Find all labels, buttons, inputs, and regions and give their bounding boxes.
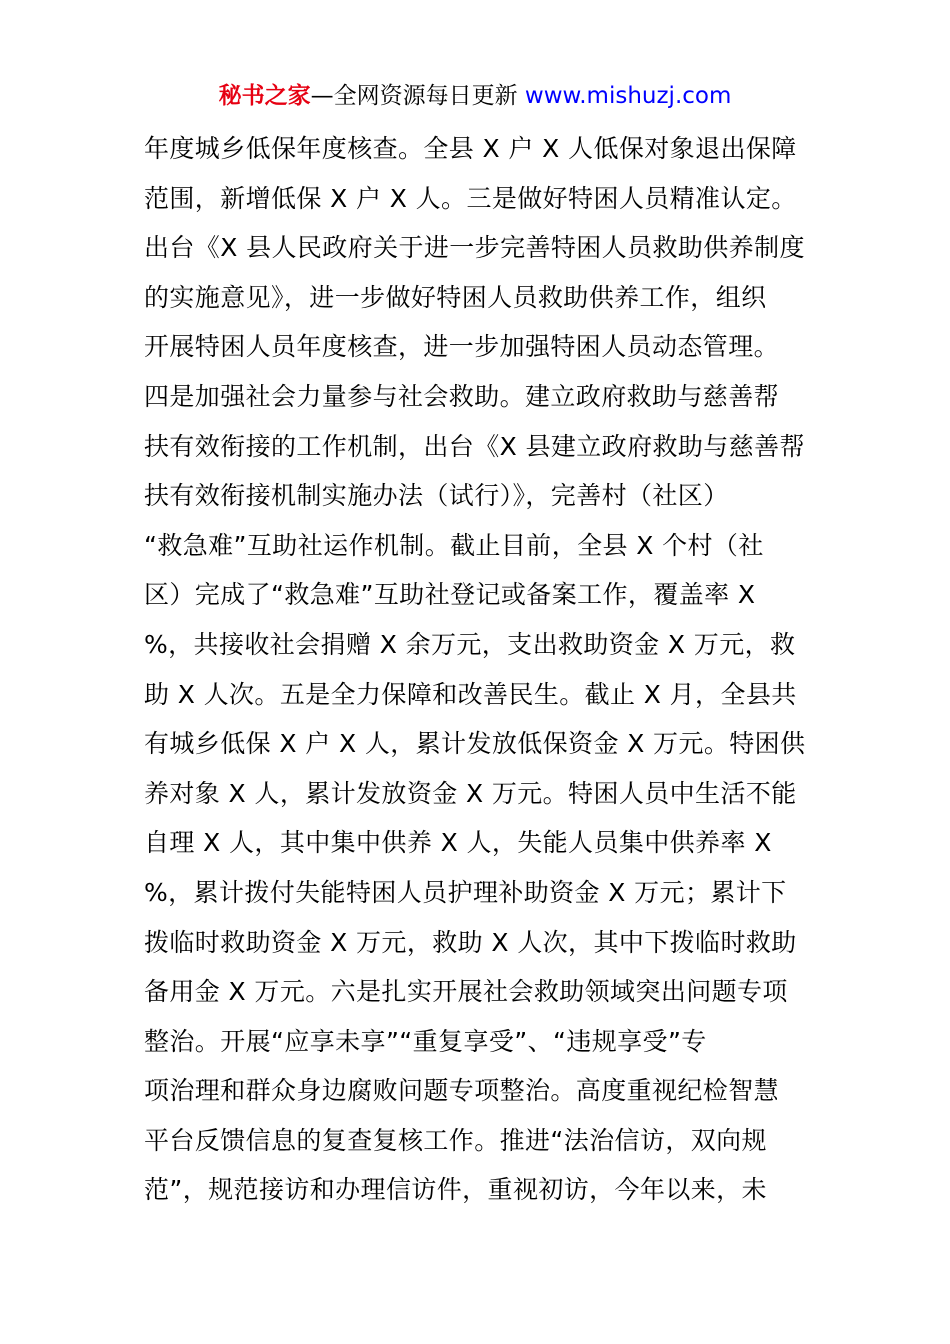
text-line: 范”，规范接访和办理信访件，重视初访，今年以来，未 [144,1175,767,1205]
text-line: 有城乡低保 X 户 X 人，累计发放低保资金 X 万元。特困供 [144,729,806,759]
text-line: 扶有效衔接的工作机制，出台《X 县建立政府救助与慈善帮 [144,431,805,461]
text-line: 出台《X 县人民政府关于进一步完善特困人员救助供养制度 [144,233,805,263]
header-tagline: —全网资源每日更新 [310,83,525,109]
text-line: 整治。开展“应享未享”“重复享受”、“违规享受”专 [144,1026,707,1056]
text-line: 开展特困人员年度核查，进一步加强特困人员动态管理。 [144,332,780,362]
text-line: 扶有效衔接机制实施办法（试行）》，完善村（社区） [144,481,729,511]
document-body [144,124,814,1215]
text-line: %，累计拨付失能特困人员护理补助资金 X 万元；累计下 [144,877,787,907]
page-header [0,78,950,114]
site-url-link[interactable]: www.mishuzj.com [524,83,732,109]
text-line: “救急难”互助社运作机制。截止目前，全县 X 个村（社 [144,530,764,560]
text-line: 平台反馈信息的复查复核工作。推进“法治信访，双向规 [144,1125,767,1155]
text-line: 年度城乡低保年度核查。全县 X 户 X 人低保对象退出保障 [144,134,797,163]
text-line: 四是加强社会力量参与社会救助。建立政府救助与慈善帮 [144,381,780,411]
text-line: 养对象 X 人，累计发放资金 X 万元。特困人员中生活不能 [144,778,797,808]
text-line: 自理 X 人，其中集中供养 X 人，失能人员集中供养率 X [144,828,772,858]
brand-name: 秘书之家 [218,83,311,109]
text-line: 的实施意见》，进一步做好特困人员救助供养工作，组织 [144,282,767,312]
text-line: 项治理和群众身边腐败问题专项整治。高度重视纪检智慧 [144,1076,780,1106]
text-line: 区）完成了“救急难”互助社登记或备案工作，覆盖率 X [144,580,756,610]
text-line: 备用金 X 万元。六是扎实开展社会救助领域突出问题专项 [144,977,788,1007]
text-line: 范围，新增低保 X 户 X 人。三是做好特困人员精准认定。 [144,183,797,213]
text-line: 拨临时救助资金 X 万元，救助 X 人次，其中下拨临时救助 [144,927,797,957]
text-line: %，共接收社会捐赠 X 余万元，支出救助资金 X 万元，救 [144,629,796,659]
text-line: 助 X 人次。五是全力保障和改善民生。截止 X 月，全县共 [144,679,797,709]
